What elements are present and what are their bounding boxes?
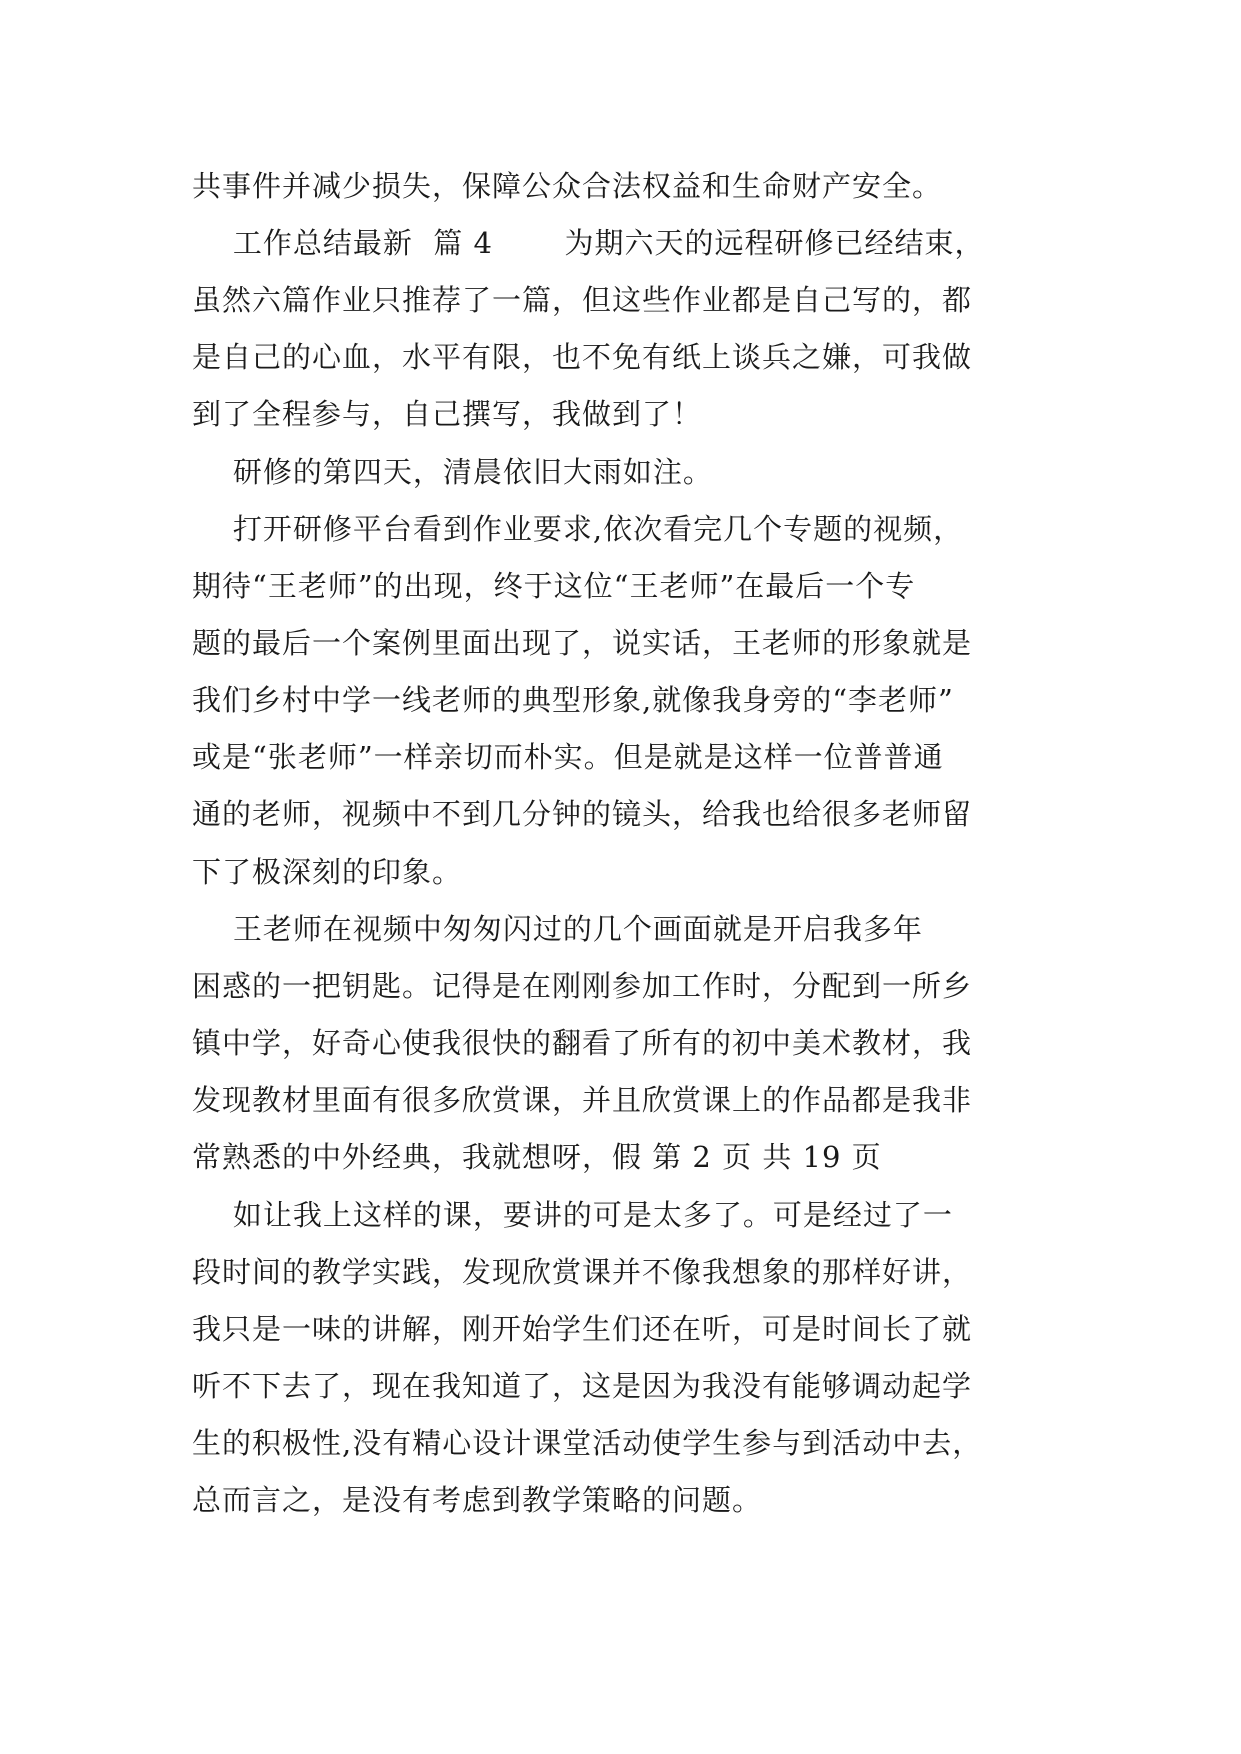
text-line: 工作总结最新 篇 4 为期六天的远程研修已经结束，: [192, 226, 985, 260]
text-line: 听不下去了，现在我知道了，这是因为我没有能够调动起学: [192, 1369, 973, 1403]
text-line: 研修的第四天，清晨依旧大雨如注。: [192, 455, 713, 489]
text-line: 我只是一味的讲解，刚开始学生们还在听，可是时间长了就: [192, 1312, 973, 1346]
text-line: 困惑的一把钥匙。记得是在刚刚参加工作时，分配到一所乡: [192, 969, 973, 1003]
text-line: 虽然六篇作业只推荐了一篇，但这些作业都是自己写的，都: [192, 283, 973, 317]
text-line: 王老师在视频中匆匆闪过的几个画面就是开启我多年: [192, 912, 923, 946]
text-line: 或是“张老师”一样亲切而朴实。但是就是这样一位普普通: [192, 740, 944, 774]
text-line: 是自己的心血，水平有限，也不免有纸上谈兵之嫌，可我做: [192, 340, 973, 374]
text-line: 段时间的教学实践，发现欣赏课并不像我想象的那样好讲，: [192, 1255, 973, 1289]
text-line: 期待“王老师”的出现，终于这位“王老师”在最后一个专: [192, 569, 916, 603]
text-line: 我们乡村中学一线老师的典型形象,就像我身旁的“李老师”: [192, 683, 954, 717]
text-line: 如让我上这样的课，要讲的可是太多了。可是经过了一: [192, 1198, 953, 1232]
text-line: 总而言之，是没有考虑到教学策略的问题。: [192, 1483, 763, 1517]
text-line: 镇中学，好奇心使我很快的翻看了所有的初中美术教材，我: [192, 1026, 973, 1060]
text-line: 打开研修平台看到作业要求,依次看完几个专题的视频，: [192, 512, 964, 546]
text-line: 生的积极性,没有精心设计课堂活动使学生参与到活动中去，: [192, 1426, 983, 1460]
text-line: 共事件并减少损失，保障公众合法权益和生命财产安全。: [192, 169, 943, 203]
text-line: 常熟悉的中外经典，我就想呀，假 第 2 页 共 19 页: [192, 1140, 882, 1174]
text-line: 下了极深刻的印象。: [192, 855, 463, 889]
text-line: 通的老师，视频中不到几分钟的镜头，给我也给很多老师留: [192, 797, 973, 831]
text-line: 发现教材里面有很多欣赏课，并且欣赏课上的作品都是我非: [192, 1083, 973, 1117]
text-line: 题的最后一个案例里面出现了，说实话，王老师的形象就是: [192, 626, 973, 660]
text-line: 到了全程参与，自己撰写，我做到了！: [192, 397, 703, 431]
